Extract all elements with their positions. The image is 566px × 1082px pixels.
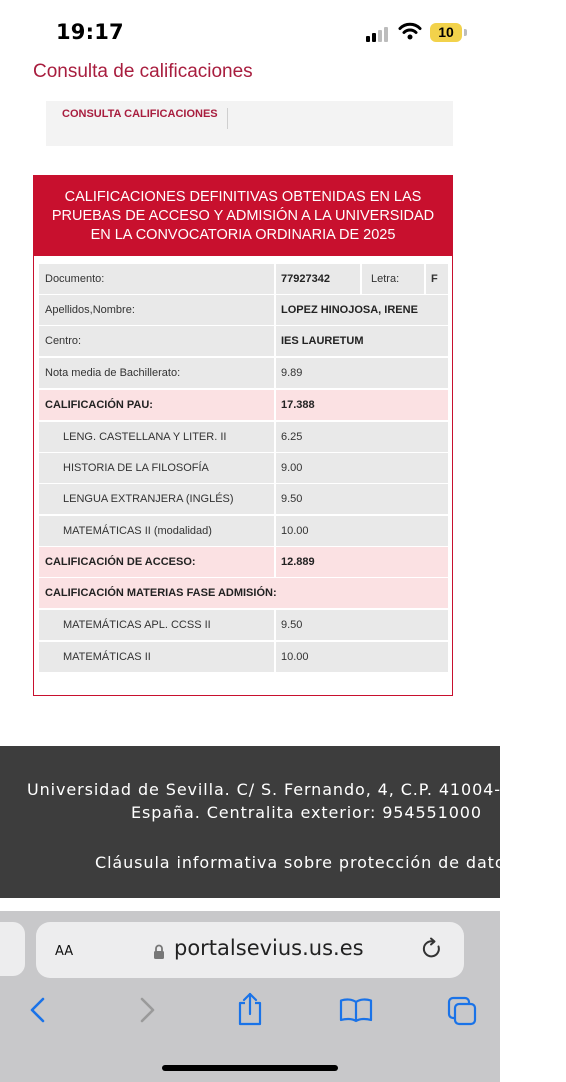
row-label: MATEMÁTICAS II: [39, 642, 274, 672]
row-calificacion-acceso: [39, 547, 448, 577]
row-subject: [39, 610, 448, 640]
row-centro: [39, 326, 448, 356]
forward-icon[interactable]: [137, 995, 157, 1025]
row-label: MATEMÁTICAS APL. CCSS II: [39, 610, 274, 640]
reader-settings-button[interactable]: [55, 938, 73, 960]
url-text[interactable]: portalsevius.us.es: [174, 936, 364, 960]
panel-header-line-2: PRUEBAS DE ACCESO Y ADMISIÓN A LA UNIVERSIDAD: [51, 208, 435, 224]
row-label: HISTORIA DE LA FILOSOFÍA: [39, 453, 274, 483]
lock-icon: [153, 944, 165, 960]
page-title: Consulta de calificaciones: [33, 61, 253, 82]
row-documento: [39, 264, 448, 294]
row-value: 9.00: [276, 453, 448, 483]
row-value: 9.50: [276, 610, 448, 640]
documento-value: 77927342: [276, 264, 360, 294]
footer-phone: España. Centralita exterior: 954551000: [131, 803, 482, 822]
row-value: LOPEZ HINOJOSA, IRENE: [276, 295, 448, 325]
panel-header-line-3: EN LA CONVOCATORIA ORDINARIA DE 2025: [90, 227, 396, 243]
letra-label: Letra:: [362, 264, 424, 294]
address-bar[interactable]: [36, 922, 464, 978]
row-label: CALIFICACIÓN PAU:: [39, 390, 274, 420]
row-subject: [39, 484, 448, 514]
footer-address: Universidad de Sevilla. C/ S. Fernando, 4, C.P. 41004-Sevilla.: [27, 780, 566, 799]
wifi-icon: [398, 22, 422, 40]
status-time: 19:17: [56, 20, 124, 44]
panel-header: [34, 176, 452, 256]
row-fase-admision: [39, 578, 448, 608]
reload-icon[interactable]: [421, 937, 443, 961]
reader-settings-label: AA: [55, 944, 74, 959]
row-calificacion-pau: [39, 390, 448, 420]
share-icon[interactable]: [235, 991, 265, 1027]
row-label: Apellidos,Nombre:: [39, 295, 274, 325]
panel-header-line-1: CALIFICACIONES DEFINITIVAS OBTENIDAS EN LAS: [64, 189, 422, 205]
signal-icon: [366, 26, 390, 42]
row-subject: [39, 422, 448, 452]
row-value: 9.89: [276, 358, 448, 388]
row-subject: [39, 453, 448, 483]
battery-icon: [430, 23, 462, 42]
battery-cap: [464, 29, 467, 36]
row-value: 17.388: [276, 390, 448, 420]
letra-value: F: [426, 264, 448, 294]
row-label: MATEMÁTICAS II (modalidad): [39, 516, 274, 546]
row-subject: [39, 516, 448, 546]
row-nota-media: [39, 358, 448, 388]
documento-label: Documento:: [39, 264, 274, 294]
row-label: Nota media de Bachillerato:: [39, 358, 274, 388]
row-value: 12.889: [276, 547, 448, 577]
tabs-icon[interactable]: [446, 995, 478, 1027]
battery-level: 10: [438, 24, 454, 40]
row-label: Centro:: [39, 326, 274, 356]
row-value: IES LAURETUM: [276, 326, 448, 356]
tab-consulta-calificaciones[interactable]: CONSULTA CALIFICACIONES: [62, 108, 228, 129]
row-value: 10.00: [276, 642, 448, 672]
home-indicator: [162, 1065, 338, 1071]
grades-panel: [33, 175, 453, 696]
page-footer: [0, 746, 566, 898]
row-label: CALIFICACIÓN MATERIAS FASE ADMISIÓN:: [39, 578, 448, 608]
row-label: LENGUA EXTRANJERA (INGLÉS): [39, 484, 274, 514]
row-value: 6.25: [276, 422, 448, 452]
row-value: 10.00: [276, 516, 448, 546]
privacy-clause-link[interactable]: Cláusula informativa sobre protección de datos: [95, 853, 515, 872]
back-icon[interactable]: [28, 995, 48, 1025]
row-label: LENG. CASTELLANA Y LITER. II: [39, 422, 274, 452]
browser-toolbar: [0, 911, 500, 1082]
row-value: 9.50: [276, 484, 448, 514]
row-label: CALIFICACIÓN DE ACCESO:: [39, 547, 274, 577]
row-apellidos-nombre: [39, 295, 448, 325]
tab-bar: [46, 101, 453, 146]
bookmarks-icon[interactable]: [339, 997, 373, 1023]
previous-tab[interactable]: [0, 922, 25, 976]
row-subject: [39, 642, 448, 672]
status-bar: [0, 0, 500, 58]
